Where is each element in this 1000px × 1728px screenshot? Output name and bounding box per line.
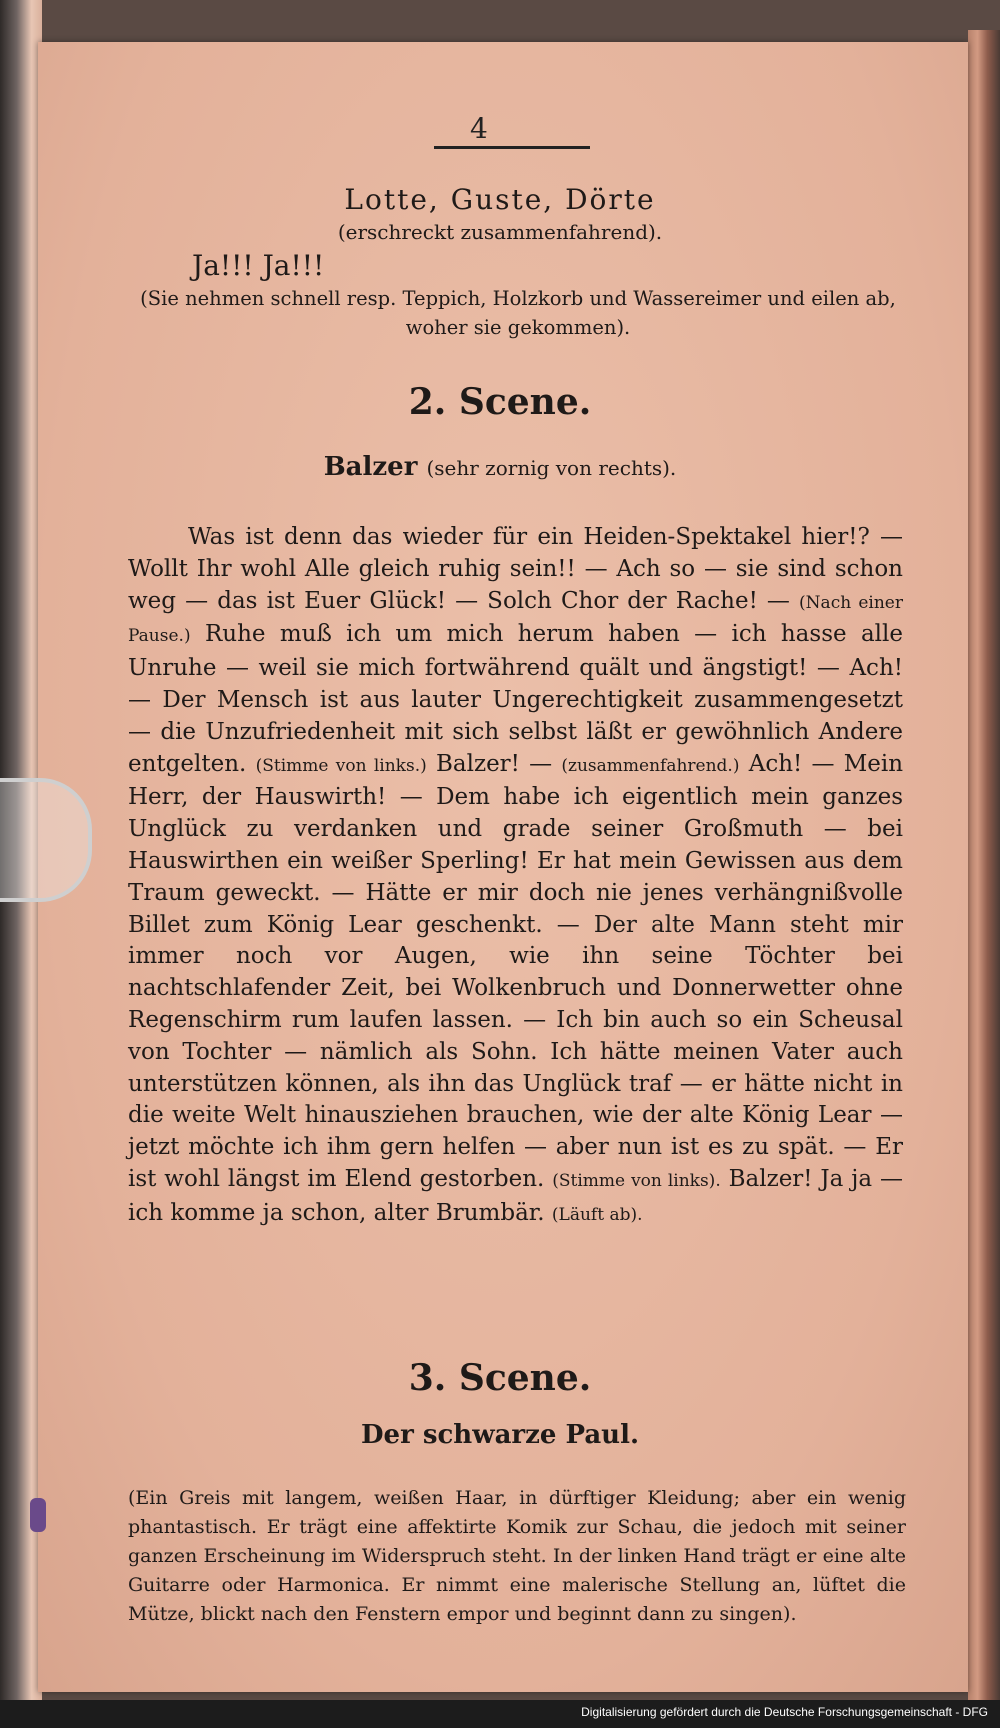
speaker-direction: (sehr zornig von rechts). — [426, 456, 677, 480]
page-clip — [0, 778, 92, 902]
cast-list: Lotte, Guste, Dörte — [344, 183, 656, 216]
scene-3-heading: 3. Scene. — [408, 1357, 592, 1399]
scene-2-speaker — [160, 454, 840, 480]
speech-part-5: Balzer! Ja ja — ich komme ja schon, alter Brumbär. — [128, 1165, 903, 1226]
speech-part-1: Was ist denn das wieder für ein Heiden-Spektakel hier!? — Wollt Ihr wohl Alle gleich ruhig sein!! — Ach so — sie sind schon weg — das ist Euer Glück! — Solch Chor der Rache! — — [128, 524, 903, 614]
book-edge — [968, 30, 1000, 1710]
balzer-monologue — [128, 522, 903, 1232]
aside-pause: (Nach einer Pause.) — [128, 592, 903, 647]
aside-voice-left-2: (Stimme von links). — [552, 1170, 721, 1191]
scene-3-speaker: Der schwarze Paul. — [360, 1420, 640, 1450]
speech-part-4: Ach! — Mein Herr, der Hauswirth! — Dem habe ich eigentlich mein ganzes Unglück zu verdanken und grade seiner Großmuth — bei Hauswirthen ein weißer Sperling! Er hat mein Gewissen aus dem Traum geweckt. — Hätte er mir doch nie jenes verhängnißvolle Billet zum König Lear geschenkt. — Der alte Mann steht mir immer noch vor Augen, wie ihn seine Töchter bei nachtschlafender Zeit, bei Wolkenbruch und Donnerwetter ohne Regenschirm rum laufen lassen. — Ich bin auch so ein Scheusal von Tochter — nämlich als Sohn. Ich hätte meinen Vater auch unterstützen können, als ihn das Unglück traf — er hätte nicht in die weite Welt hinausziehen brauchen, wie der alte König Lear — jetzt möchte ich ihm gern helfen — aber nun ist es zu spät. — Er ist wohl längst im Elend gestorben. — [128, 750, 904, 1192]
footer-credit: Digitalisierung gefördert durch die Deutsche Forschungsgemeinschaft - DFG — [581, 1705, 988, 1719]
aside-startled: (zusammenfahrend.) — [561, 755, 740, 776]
speaker-name: Balzer — [323, 452, 418, 482]
cast-reply: Ja!!! Ja!!! — [192, 249, 325, 282]
aside-exit: (Läuft ab). — [551, 1204, 643, 1225]
header-rule — [434, 146, 590, 149]
speech-part-3: Balzer! — — [435, 750, 553, 777]
stage-direction-exit: (Sie nehmen schnell resp. Teppich, Holzkorb und Wassereimer und eilen ab, woher sie gekommen). — [140, 287, 896, 339]
scene-2-heading: 2. Scene. — [408, 381, 592, 423]
speech-part-2: Ruhe muß ich um mich herum haben — ich hasse alle Unruhe — weil sie mich fortwährend quält und ängstigt! — Ach! — Der Mensch ist aus lauter Ungerechtigkeit zusammengesetzt — die Unzufriedenheit mit sich selbst läßt er gewöhnlich Andere entgelten. — [128, 621, 903, 777]
page-number: 4 — [470, 112, 488, 145]
aside-voice-left: (Stimme von links.) — [255, 755, 427, 776]
ink-mark — [30, 1498, 46, 1532]
cast-direction: (erschreckt zusammenfahrend). — [337, 220, 663, 244]
stage-direction-paul: (Ein Greis mit langem, weißen Haar, in dürftiger Kleidung; aber ein wenig phantastisch. Er trägt eine affektirte Komik zur Schau, die jedoch mit seiner ganzen Erscheinung im Widerspruch steht. In der linken Hand trägt er eine alte Guitarre oder Harmonica. Er nimmt eine malerische Stellung an, lüftet die Mütze, blickt nach den Fenstern empor und beginnt dann zu singen). — [128, 1487, 906, 1625]
